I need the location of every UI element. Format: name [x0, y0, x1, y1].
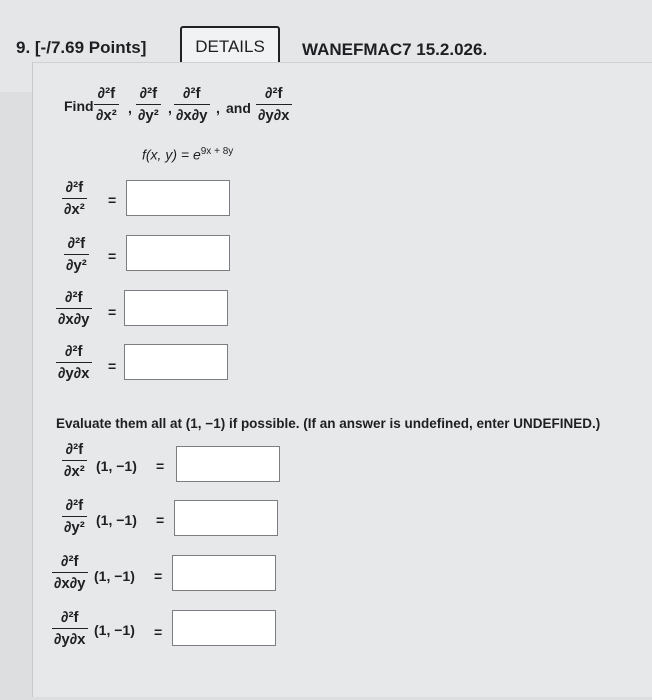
course-code: WANEFMAC7 15.2.026. — [302, 40, 488, 59]
answer-input-d2f-dxdy[interactable] — [124, 290, 228, 326]
function-definition: f(x, $y) = e^{9x + 8y}$ — [142, 146, 234, 163]
prompt-d2f-dy2: $\frac{\text{∂²f}}{\text{∂y²}}$ — [138, 85, 159, 124]
eval-point: (1, −1) — [94, 622, 135, 638]
comma: , — [128, 100, 132, 116]
equals-sign: = — [154, 624, 163, 640]
eval-label-d2f-dx2: $\frac{\text{∂²f}}{\text{∂x²}}$ — [64, 441, 85, 480]
eval-point: (1, −1) — [96, 512, 137, 528]
equals-sign: = — [108, 192, 117, 208]
find-label: Find — [64, 98, 94, 114]
equals-sign: = — [156, 458, 165, 474]
label-d2f-dxdy: $\frac{\text{∂²f}}{\partial x\partial y}$ — [58, 289, 90, 328]
answer-input-eval-d2f-dx2[interactable] — [176, 446, 280, 482]
answer-input-eval-d2f-dydx[interactable] — [172, 610, 276, 646]
equals-sign: = — [154, 568, 163, 584]
label-d2f-dx2: $\frac{\text{∂²f}}{\text{∂x²}}$ — [64, 179, 85, 218]
equals-sign: = — [108, 248, 117, 264]
equals-sign: = — [108, 358, 117, 374]
and-word: and — [226, 100, 251, 116]
answer-input-d2f-dy2[interactable] — [126, 235, 230, 271]
prompt-d2f-dx2: $\frac{\text{∂²f}}{\text{∂x²}}$ — [96, 85, 117, 124]
label-d2f-dydx: $\frac{\text{∂²f}}{\partial y\partial x}$ — [58, 343, 90, 382]
eval-point: (1, −1) — [94, 568, 135, 584]
answer-input-d2f-dx2[interactable] — [126, 180, 230, 216]
answer-input-d2f-dydx[interactable] — [124, 344, 228, 380]
eval-label-d2f-dydx: $\frac{\text{∂²f}}{\partial y\partial x}$ — [54, 609, 86, 648]
answer-input-eval-d2f-dy2[interactable] — [174, 500, 278, 536]
answer-input-eval-d2f-dxdy[interactable] — [172, 555, 276, 591]
details-button[interactable]: DETAILS — [180, 26, 280, 68]
equals-sign: = — [156, 512, 165, 528]
eval-label-d2f-dy2: $\frac{\text{∂²f}}{\text{∂y²}}$ — [64, 497, 85, 536]
evaluate-instruction: Evaluate them all at (1, −1) if possible. (If an answer is undefined, enter UNDEFINED.) — [56, 416, 601, 431]
equals-sign: = — [108, 304, 117, 320]
prompt-d2f-dxdy: $\frac{\text{∂²f}}{\partial x\partial y}$ — [176, 85, 208, 124]
comma: , — [168, 100, 172, 116]
label-d2f-dy2: $\frac{\text{∂²f}}{\text{∂y²}}$ — [66, 235, 87, 274]
eval-point: (1, −1) — [96, 458, 137, 474]
comma: , — [216, 100, 220, 116]
question-number: 9. [-/7.69 Points] — [16, 38, 147, 57]
eval-label-d2f-dxdy: $\frac{\text{∂²f}}{\partial x\partial y}$ — [54, 553, 86, 592]
prompt-d2f-dydx: $\frac{\text{∂²f}}{\partial y\partial x}$ — [258, 85, 290, 124]
